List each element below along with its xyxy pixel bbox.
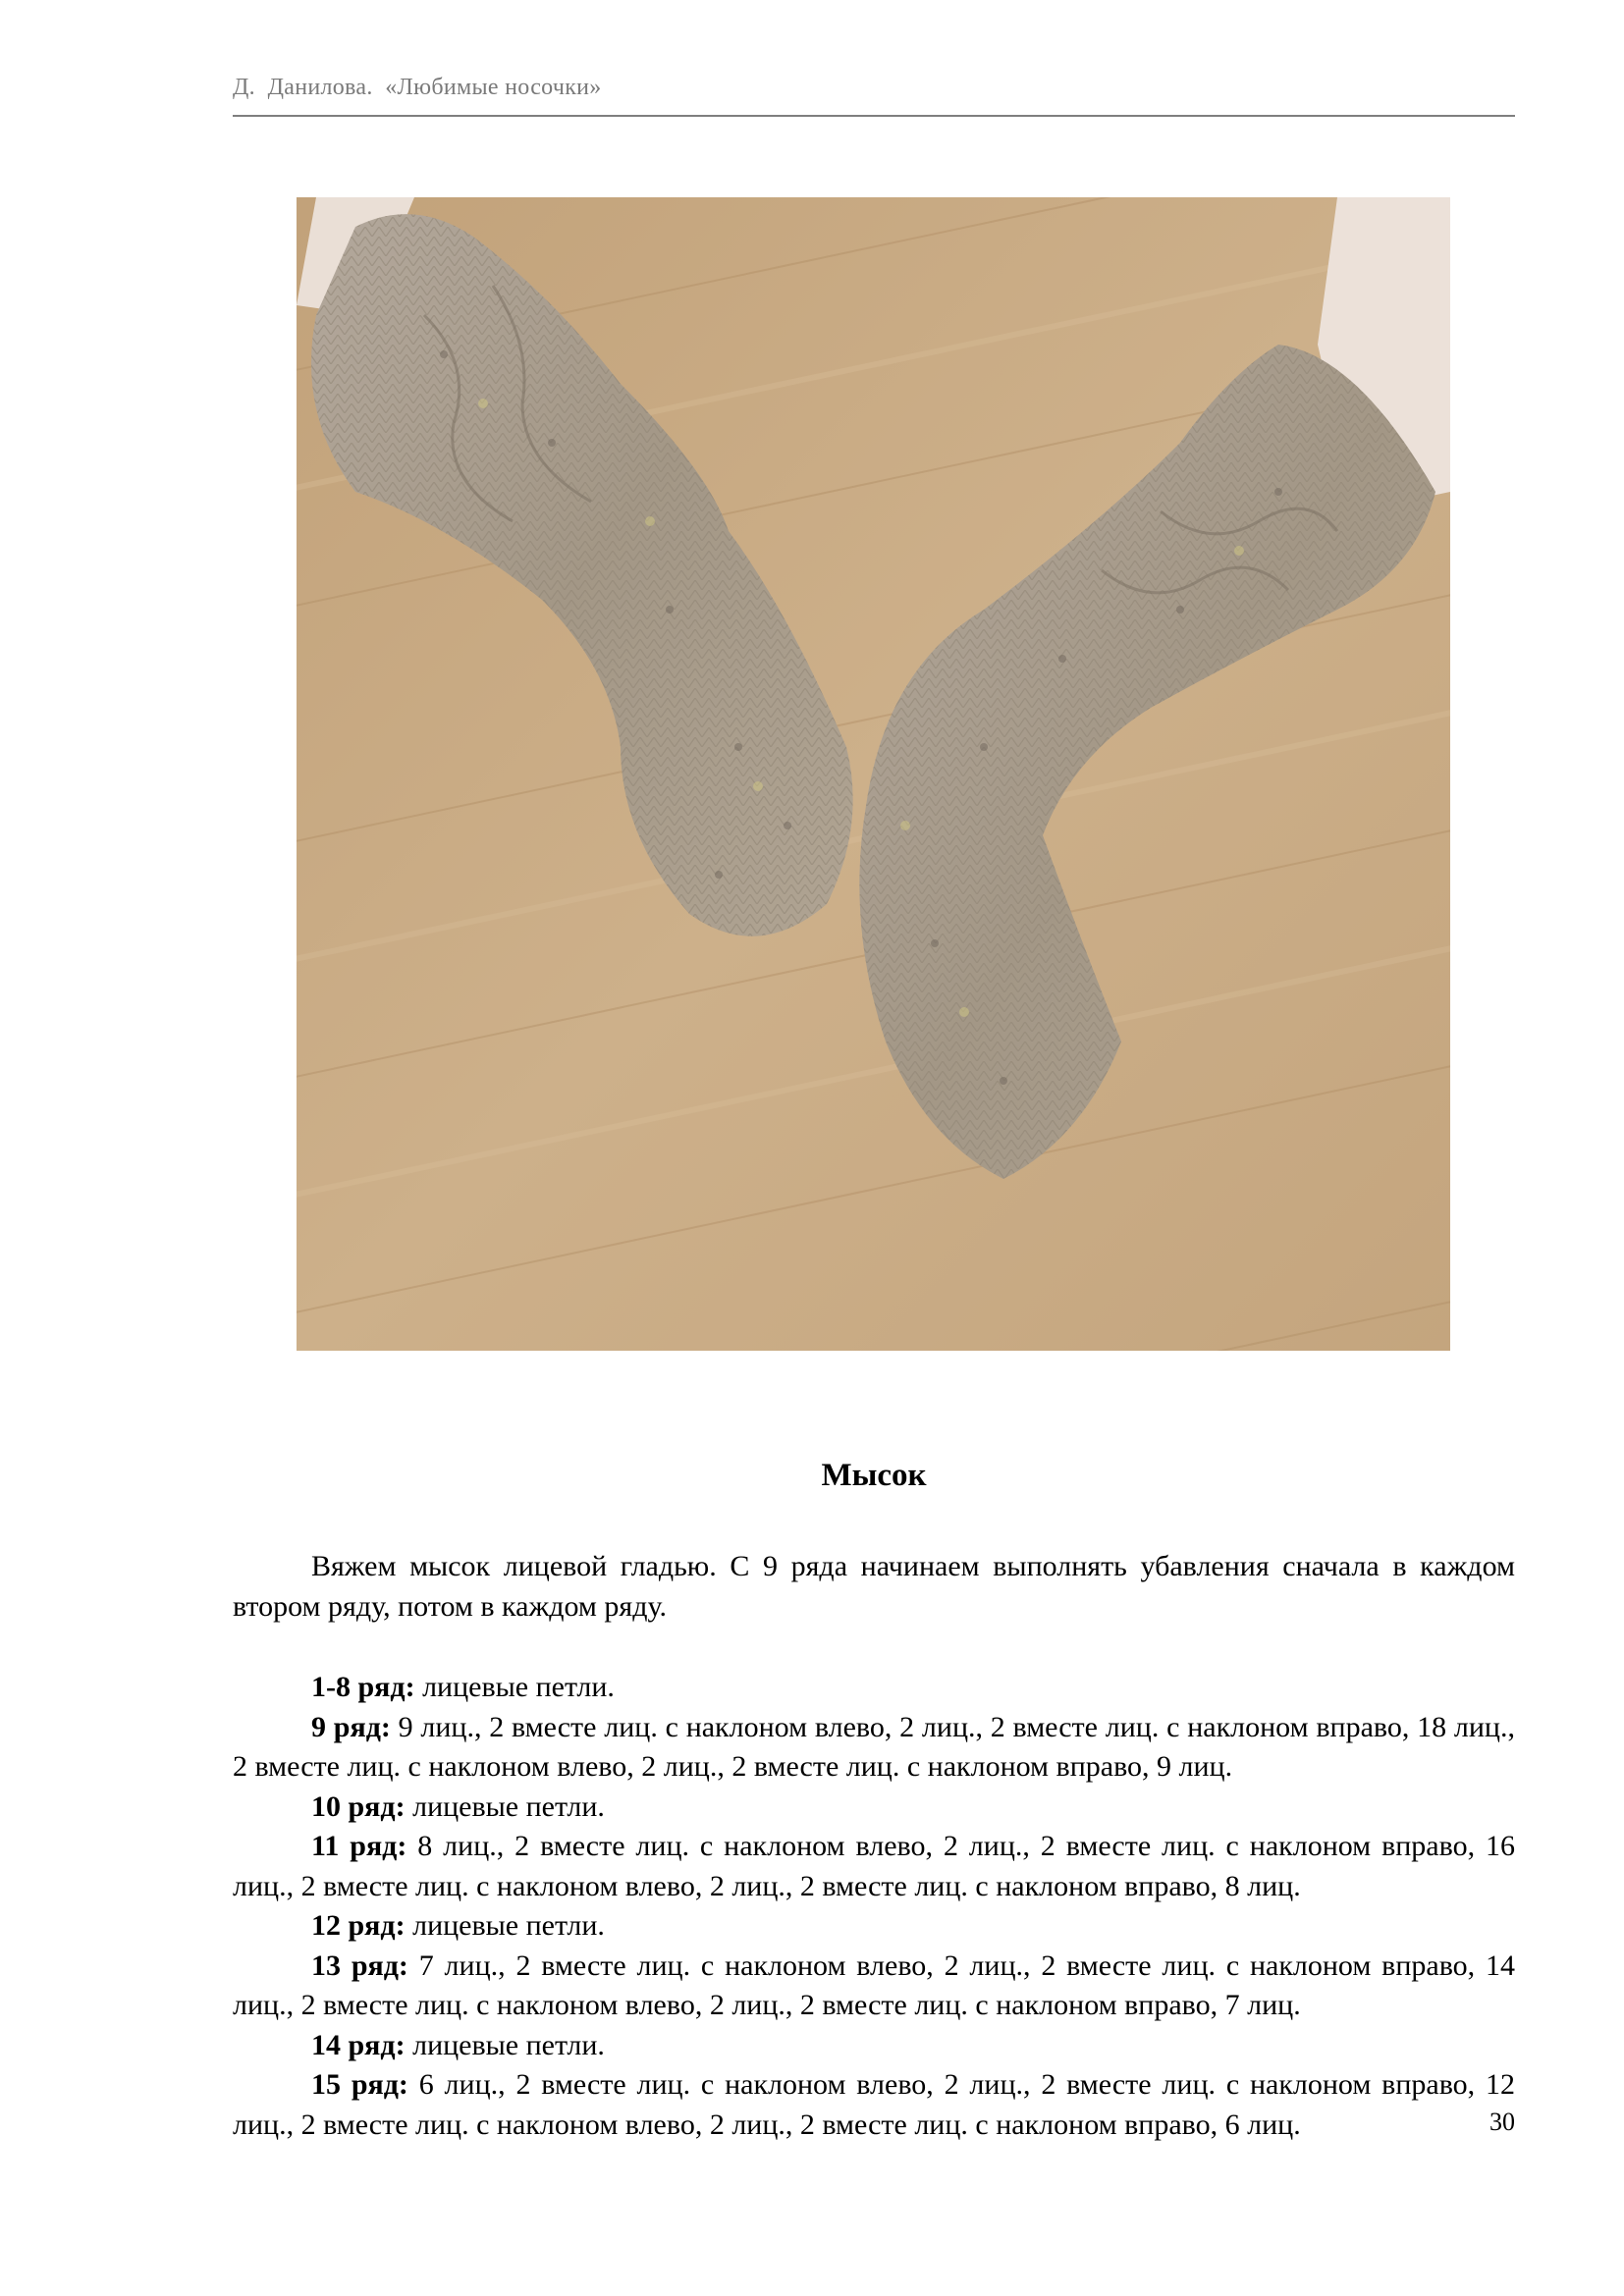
row-instruction — [233, 1827, 1515, 1906]
photo-knitted-socks-icon — [297, 197, 1450, 1351]
row-text: лицевые петли. — [405, 1789, 605, 1823]
row-instruction — [233, 1708, 1515, 1788]
header-rule — [233, 115, 1515, 117]
row-label: 14 ряд: — [311, 2028, 406, 2061]
row-text: лицевые петли. — [405, 2028, 605, 2061]
section-title: Мысок — [821, 1458, 927, 1493]
row-instruction — [233, 2065, 1515, 2145]
row-label: 15 ряд: — [311, 2068, 408, 2101]
socks-photo — [297, 197, 1450, 1351]
row-label: 12 ряд: — [311, 1909, 406, 1942]
intro-paragraph: Вяжем мысок лицевой гладью. С 9 ряда начинаем выполнять убавления сначала в каждом втором ряду, потом в каждом ряду. — [233, 1550, 1515, 1623]
row-instructions — [233, 1668, 1515, 2145]
row-text: 8 лиц., 2 вместе лиц. с наклоном влево, 2 лиц., 2 вместе лиц. с наклоном вправо, 16 лиц., 2 вместе лиц. с наклоном влево, 2 лиц., 2 вместе лиц. с наклоном вправо, 8 лиц. — [233, 1830, 1515, 1902]
row-label: 9 ряд: — [311, 1710, 391, 1743]
row-text: 6 лиц., 2 вместе лиц. с наклоном влево, 2 лиц., 2 вместе лиц. с наклоном вправо, 12 лиц., 2 вместе лиц. с наклоном влево, 2 лиц., 2 вместе лиц. с наклоном вправо, 6 лиц. — [233, 2068, 1515, 2141]
row-text: 7 лиц., 2 вместе лиц. с наклоном влево, 2 лиц., 2 вместе лиц. с наклоном вправо, 14 лиц., 2 вместе лиц. с наклоном влево, 2 лиц., 2 вместе лиц. с наклоном вправо, 7 лиц. — [233, 1949, 1515, 2021]
row-label: 10 ряд: — [311, 1789, 406, 1823]
running-header: Д. Данилова. «Любимые носочки» — [233, 75, 602, 100]
row-instruction — [233, 1668, 1515, 1708]
row-instruction — [233, 1906, 1515, 1947]
row-instruction — [233, 1947, 1515, 2026]
row-label: 13 ряд: — [311, 1949, 408, 1982]
row-text: 9 лиц., 2 вместе лиц. с наклоном влево, 2 лиц., 2 вместе лиц. с наклоном вправо, 18 лиц., 2 вместе лиц. с наклоном влево, 2 лиц., 2 вместе лиц. с наклоном вправо, 9 лиц. — [233, 1710, 1515, 1783]
row-label: 1-8 ряд: — [311, 1671, 415, 1703]
row-instruction — [233, 1788, 1515, 1828]
row-instruction — [233, 2026, 1515, 2066]
row-text: лицевые петли. — [405, 1909, 605, 1942]
row-text: лицевые петли. — [414, 1671, 615, 1703]
page-number: 30 — [1489, 2108, 1515, 2136]
row-label: 11 ряд: — [311, 1830, 407, 1862]
